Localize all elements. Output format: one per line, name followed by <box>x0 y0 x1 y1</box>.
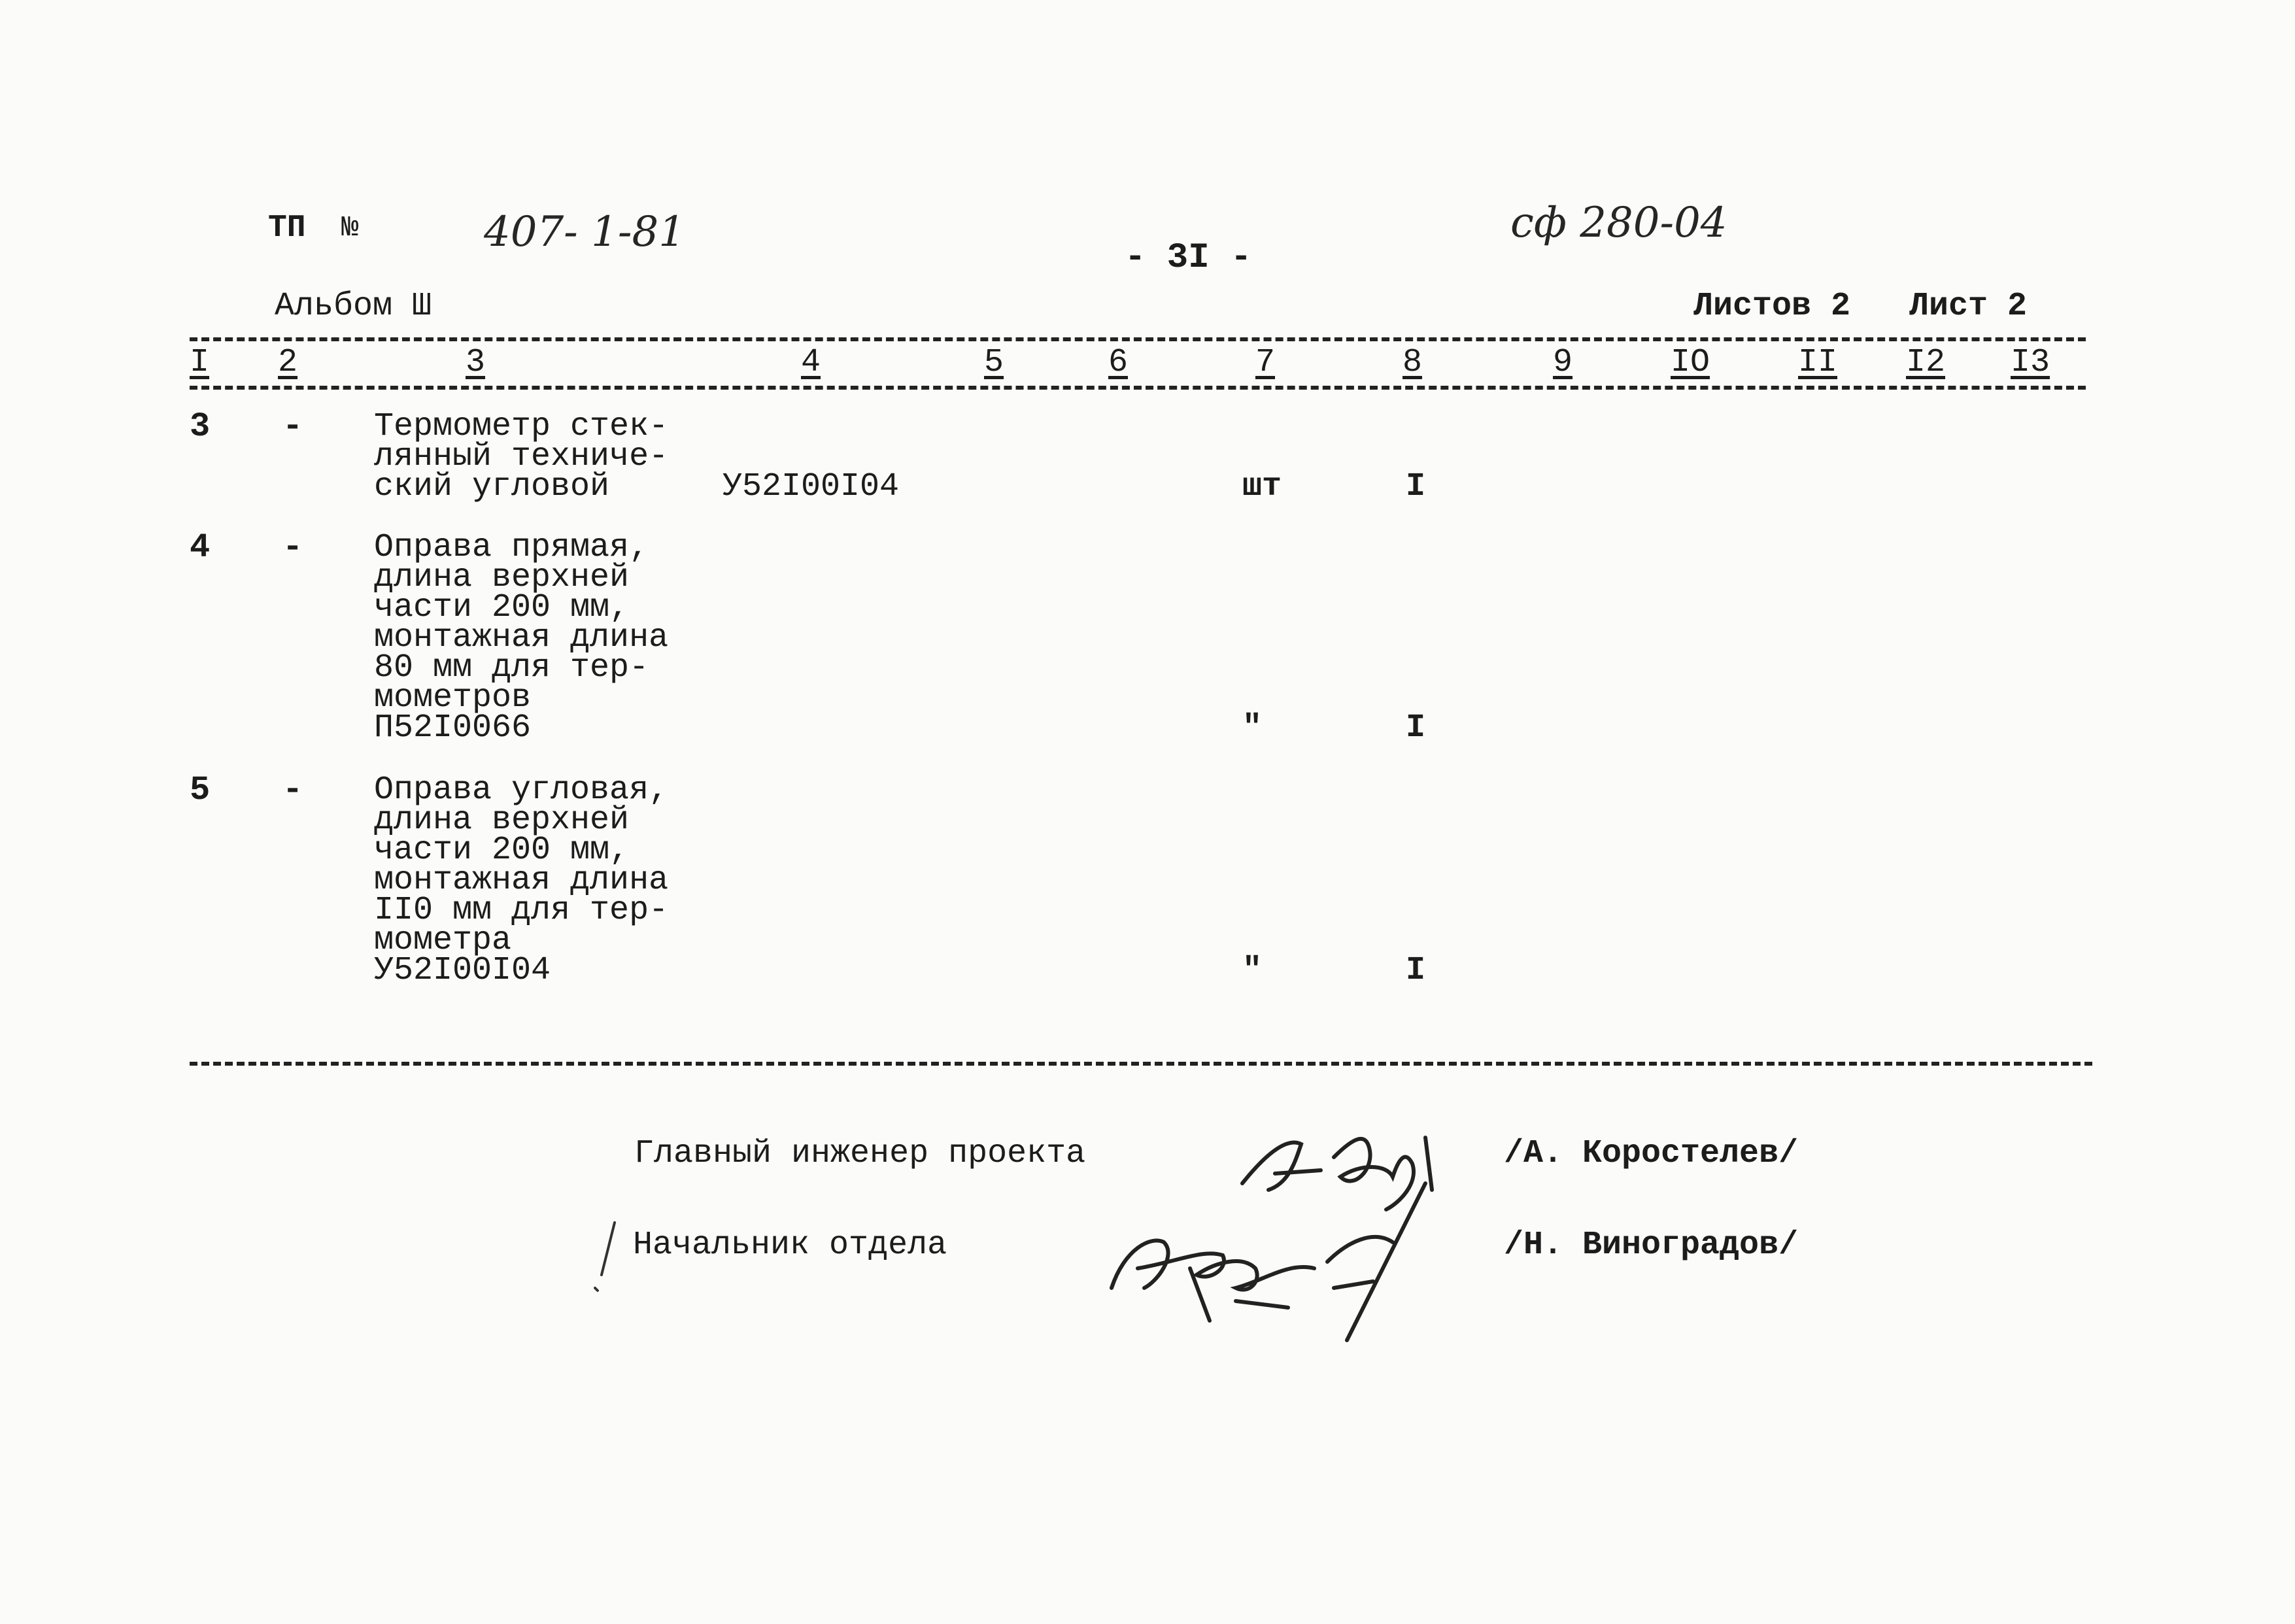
column-number: IO <box>1671 344 1710 381</box>
table-top-rule <box>190 337 2086 341</box>
page-number: - 3I - <box>1125 238 1252 278</box>
column-number: 6 <box>1108 344 1129 381</box>
row-col2-dash: - <box>282 407 303 446</box>
column-number: I2 <box>1906 344 1946 381</box>
row-description: Оправа прямая, длина верхней части 200 мм, монтажная длина 80 мм для тер- мометров П52I0066 <box>374 529 669 747</box>
sheets-count: Листов 2 <box>1693 288 1851 325</box>
sheet-number: Лист 2 <box>1909 288 2028 325</box>
dept-head-name: /Н. Виноградов/ <box>1504 1226 1799 1264</box>
row-quantity: I <box>1406 952 1426 989</box>
column-number: 9 <box>1553 344 1573 381</box>
chief-engineer-label: Главный инженер проекта <box>634 1135 1086 1172</box>
tick-mark <box>588 1216 628 1294</box>
row-unit: шт <box>1242 468 1282 505</box>
column-number: I <box>190 344 210 381</box>
column-number: 2 <box>278 344 298 381</box>
column-number: 8 <box>1402 344 1423 381</box>
code-handwritten: сф 280-04 <box>1510 199 1727 247</box>
column-number: 4 <box>801 344 821 381</box>
row-designation: У52I00I04 <box>722 468 900 505</box>
chief-engineer-name: /А. Коростелев/ <box>1504 1135 1799 1172</box>
row-col2-dash: - <box>282 528 303 567</box>
album-label: Альбом Ш <box>275 288 432 325</box>
tp-label: ТП <box>268 211 306 246</box>
table-header-rule <box>190 386 2086 390</box>
tp-number-handwritten: 407- 1-81 <box>484 208 685 256</box>
dept-head-label: Начальник отдела <box>633 1226 947 1264</box>
column-number: 7 <box>1255 344 1276 381</box>
dept-head-signature <box>1098 1170 1465 1366</box>
row-quantity: I <box>1406 709 1426 747</box>
row-number: 5 <box>190 771 211 809</box>
row-description: Термометр стек- лянный техниче- ский угловой <box>374 408 669 505</box>
column-number: 3 <box>466 344 486 381</box>
row-col2-dash: - <box>282 771 303 809</box>
row-description: Оправа угловая, длина верхней части 200 мм, монтажная длина II0 мм для тер- мометра У52I00I04 <box>374 771 669 989</box>
row-quantity: I <box>1406 468 1426 505</box>
row-unit: " <box>1242 952 1263 989</box>
column-number: II <box>1798 344 1838 381</box>
row-number: 3 <box>190 407 211 446</box>
row-unit: " <box>1242 709 1263 747</box>
table-bottom-rule <box>190 1062 2092 1066</box>
number-sign: № <box>341 212 359 245</box>
column-number: I3 <box>2011 344 2050 381</box>
column-number: 5 <box>984 344 1004 381</box>
row-number: 4 <box>190 528 211 567</box>
